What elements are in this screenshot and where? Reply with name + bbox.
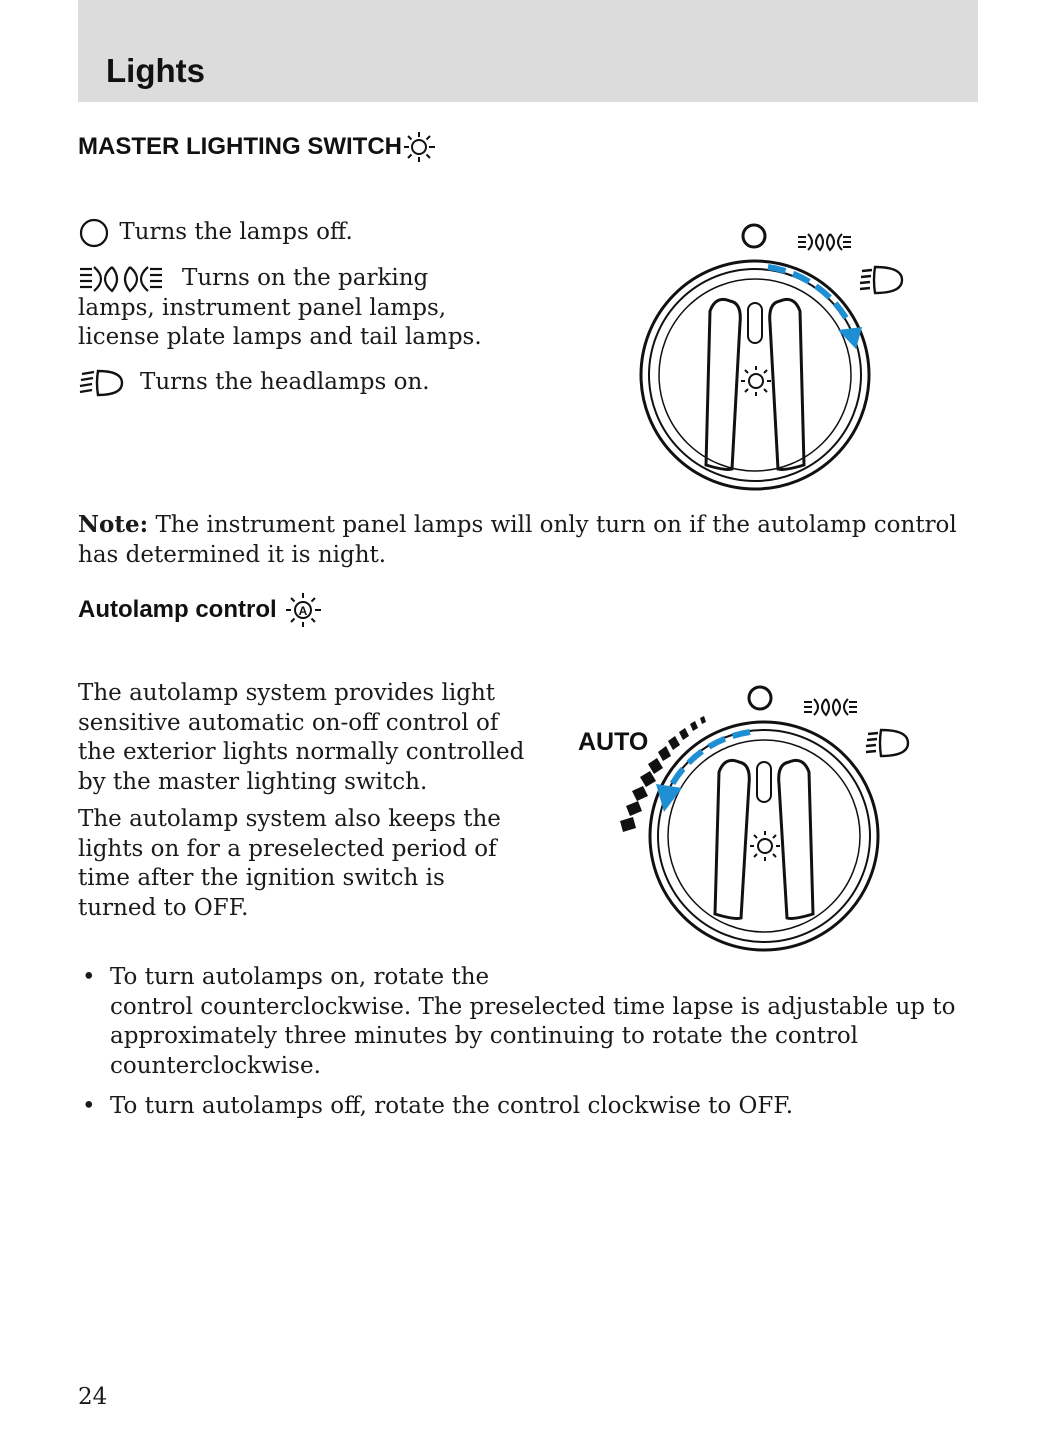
lamps-off-text: Turns the lamps off. [119, 219, 353, 245]
autolamp-intro [78, 679, 528, 923]
autolamp-paragraph-2: The autolamp system also keeps the lights on for a preselected period of time after the ignition switch is turned to OFF. [78, 806, 501, 921]
auto-position-label: AUTO [578, 728, 649, 756]
headlamps-item [78, 368, 558, 398]
autolamp-switch-diagram [570, 680, 920, 960]
bullet-text-1-first-line: To turn autolamps on, rotate the [110, 964, 490, 990]
headlamp-icon [78, 368, 124, 398]
autolamp-paragraph-1: The autolamp system provides light sensitive automatic on-off control of the exterior lights normally controlled by the master lighting switch. [78, 680, 525, 795]
parking-lamps-item [78, 264, 518, 353]
off-position-icon [749, 687, 771, 709]
bullet-item-1 [78, 963, 978, 1081]
lamps-off-item [78, 218, 558, 248]
note-text: The instrument panel lamps will only turn on if the autolamp control has determined it is night. [78, 512, 957, 568]
master-lighting-switch-heading [78, 130, 438, 164]
light-sun-icon [402, 130, 438, 164]
page-title: Lights [106, 52, 205, 89]
headlamp-position-icon [866, 730, 908, 756]
master-lighting-switch-title: MASTER LIGHTING SWITCH [78, 133, 402, 160]
bullet-text-1-rest: control counterclockwise. The preselected time lapse is adjustable up to approximately three minutes by continuing to rotate the control counterclockwise. [110, 993, 956, 1079]
parking-lamps-text-first: Turns on the parking [182, 265, 429, 291]
bullet-text-2: To turn autolamps off, rotate the control clockwise to OFF. [110, 1093, 794, 1119]
parking-position-icon [798, 234, 851, 250]
page-number: 24 [78, 1384, 108, 1410]
headlamp-position-icon [860, 267, 902, 293]
headlamps-text: Turns the headlamps on. [140, 369, 430, 395]
bullet-icon: • [82, 964, 96, 990]
autolamp-heading [78, 592, 323, 628]
svg-text:A: A [298, 604, 307, 618]
autolamp-title: Autolamp control [78, 596, 277, 623]
parking-lamps-icon [78, 265, 164, 293]
note-label: Note: [78, 511, 149, 538]
note-paragraph [78, 510, 958, 570]
page-header [78, 0, 978, 102]
autolamp-bullet-list [78, 963, 978, 1133]
bullet-icon: • [82, 1093, 96, 1119]
bullet-text-1 [110, 963, 970, 1081]
parking-position-icon [804, 699, 857, 715]
off-circle-icon [78, 218, 112, 248]
bullet-item-2 [78, 1092, 978, 1122]
autolamp-icon [285, 592, 323, 628]
master-switch-diagram [630, 215, 920, 505]
off-position-icon [743, 225, 765, 247]
parking-lamps-text-rest: lamps, instrument panel lamps, license plate lamps and tail lamps. [78, 294, 482, 350]
